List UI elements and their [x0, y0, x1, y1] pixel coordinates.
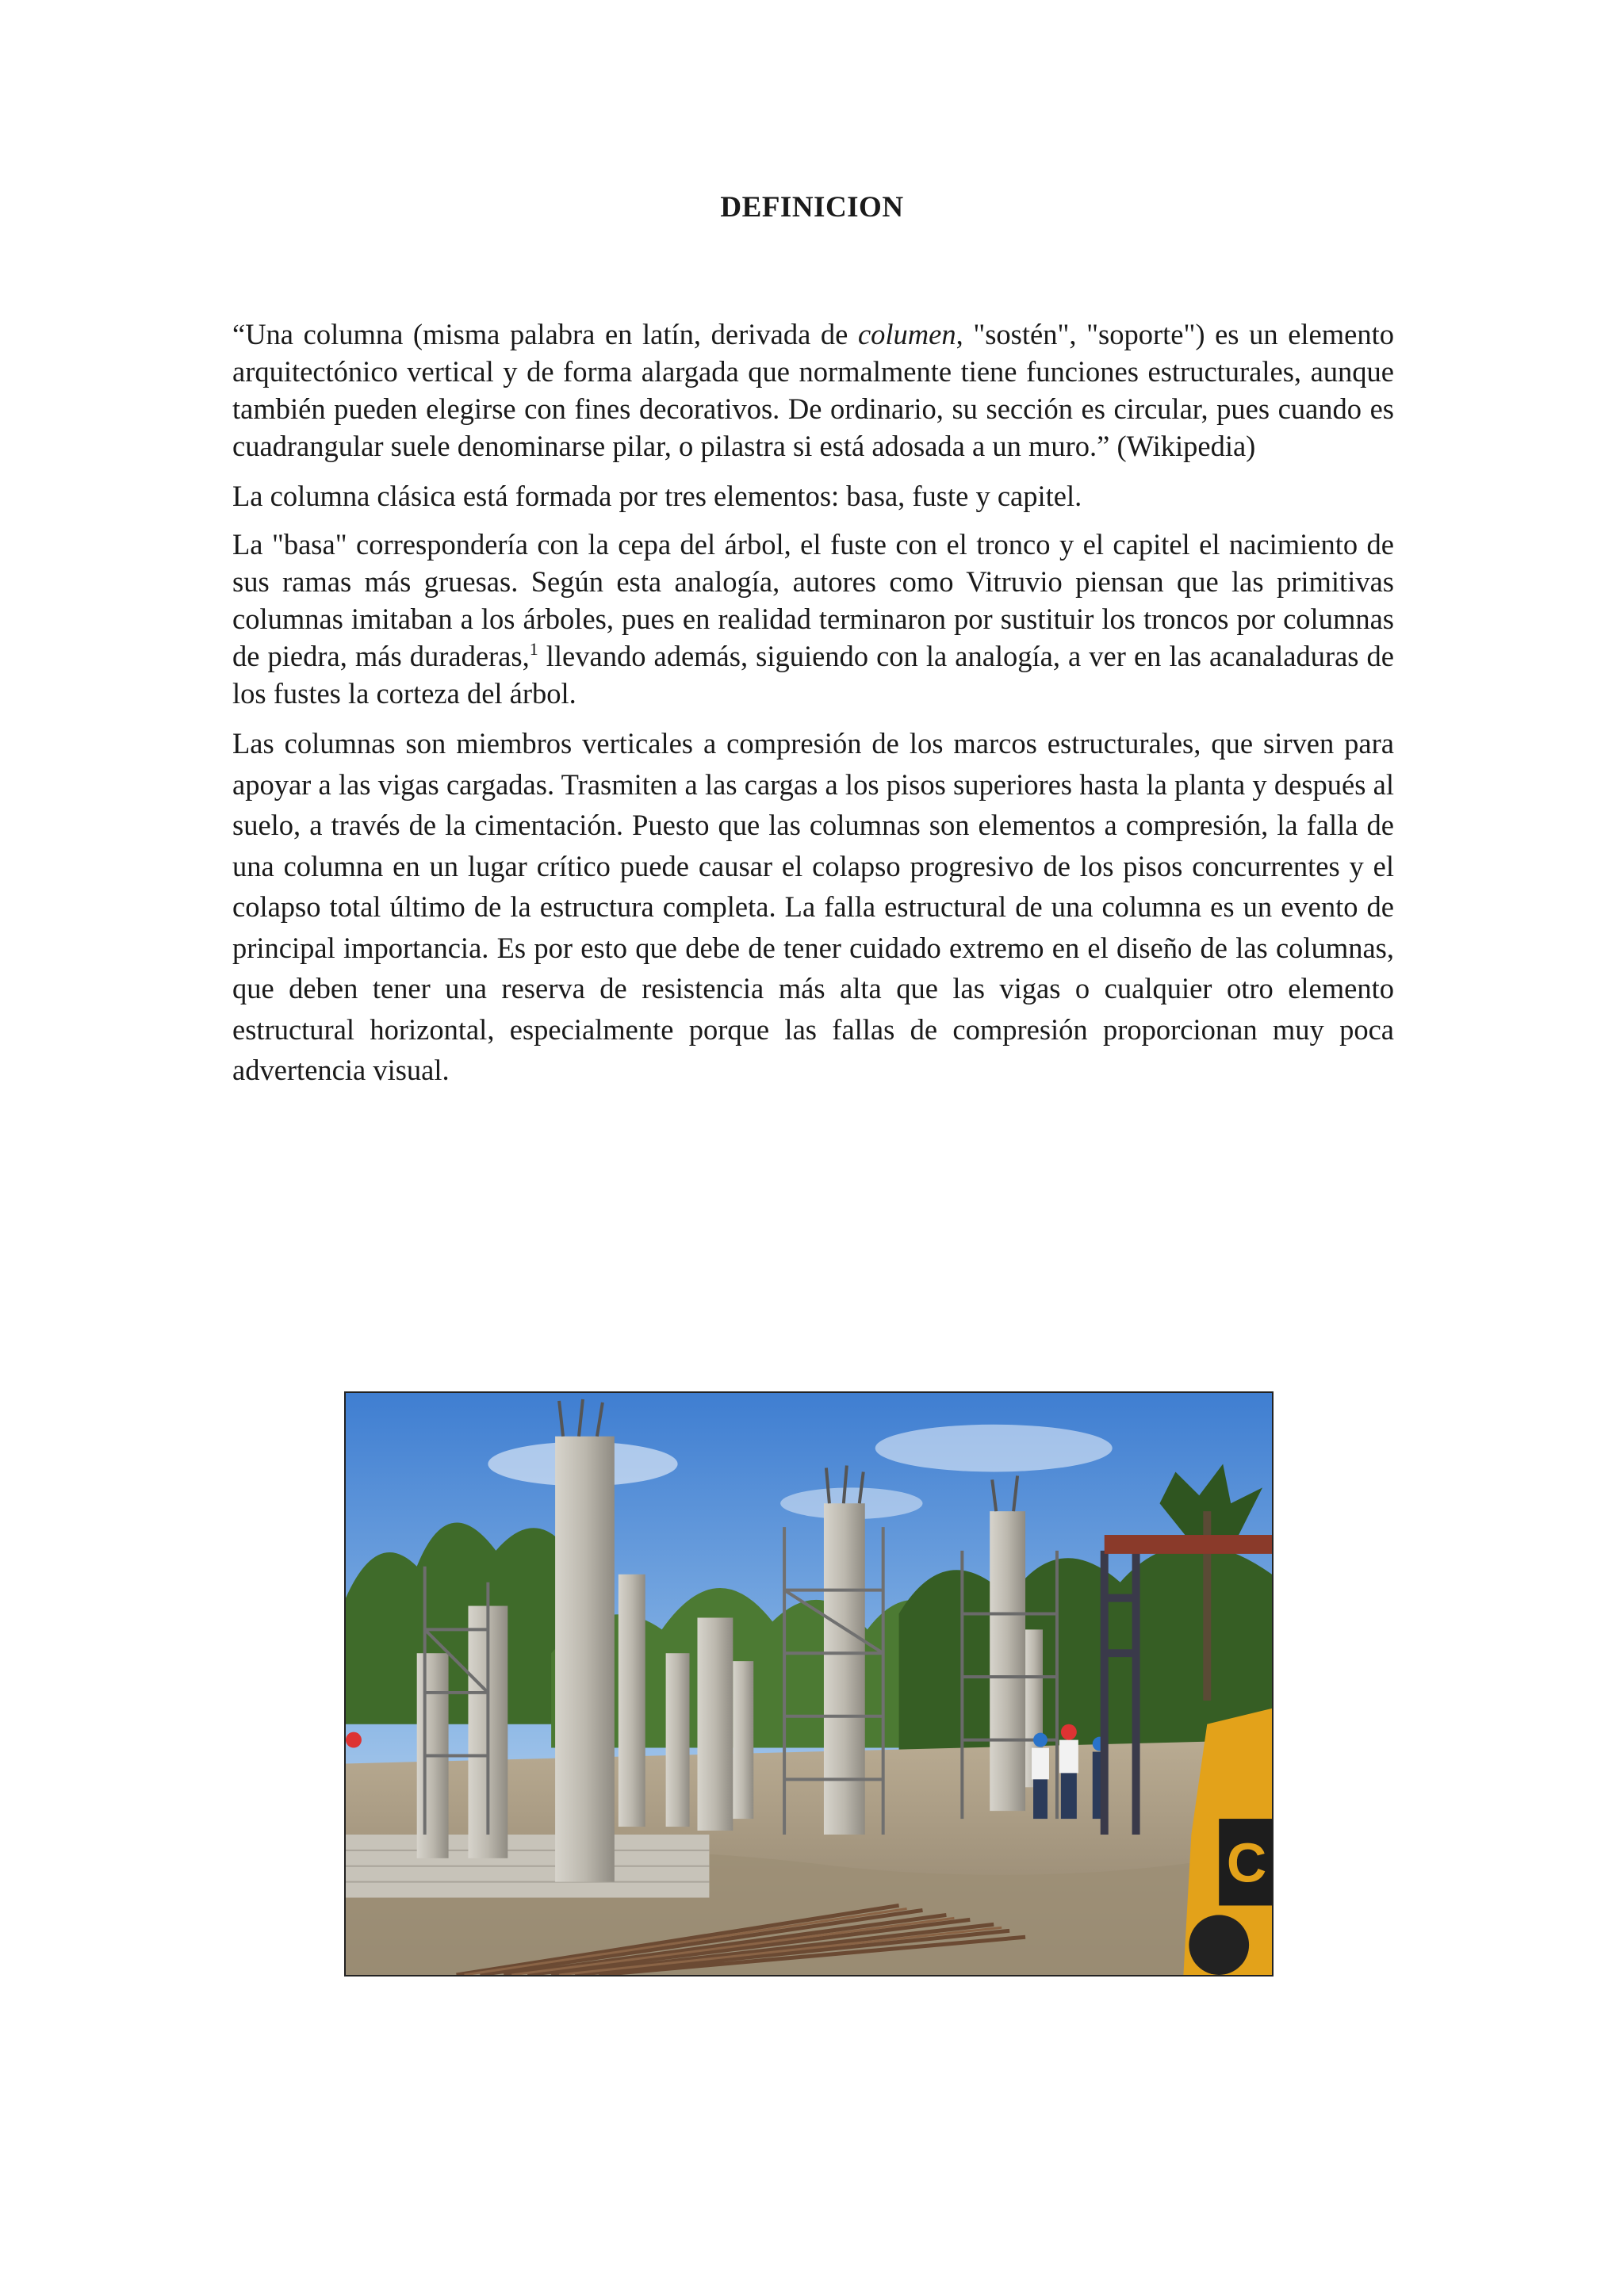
document-body: [232, 316, 1394, 1091]
construction-photo-illustration: [346, 1393, 1272, 1975]
paragraph-analogy: [232, 526, 1394, 712]
paragraph-structural: Las columnas son miembros verticales a compresión de los marcos estructurales, que sirven para apoyar a las vigas cargadas. Trasmiten a las cargas a los pisos superiores hasta la planta y después al suelo, a través de la cimentación. Puesto que las columnas son elementos a compresión, la falla de una columna en un lugar crítico puede causar el colapso progresivo de los pisos concurrentes y el colapso total último de la estructura completa. La falla estructural de una columna es un evento de principal importancia. Es por esto que debe de tener cuidado extremo en el diseño de las columnas, que deben tener una reserva de resistencia más alta que las vigas o cualquier otro elemento estructural horizontal, especialmente porque las fallas de compresión proporcionan muy poca advertencia visual.: [232, 727, 1394, 1086]
document-title: DEFINICION: [720, 191, 904, 224]
footnote-marker[interactable]: 1: [529, 639, 538, 659]
paragraph-definition: [232, 316, 1394, 465]
paragraph-definition-start: “Una columna (misma palabra en latín, derivada de: [232, 318, 858, 350]
paragraph-analogy-end: llevando además, siguiendo con la analogía, a ver en las acanaladuras de los fustes la corteza del árbol.: [232, 640, 1395, 710]
paragraph-analogy-start: La "basa" correspondería con la cepa del árbol, el fuste con el tronco y el capitel el nacimiento de sus ramas más gruesas. Según esta analogía, autores como Vitruvio piensan que las primitivas columnas imitaban a los árboles, pues en realidad terminaron por sustituir los troncos por columnas de piedra, más duraderas,: [232, 528, 1394, 672]
latin-term: columen: [857, 318, 956, 350]
paragraph-elements: La columna clásica está formada por tres elementos: basa, fuste y capitel.: [232, 480, 1082, 512]
construction-photo: [344, 1391, 1274, 1976]
paragraph-definition-end: , "sostén", "soporte") es un elemento arquitectónico vertical y de forma alargada que normalmente tiene funciones estructurales, aunque también pueden elegirse con fines decorativos. De ordinario, su sección es circular, pues cuando es cuadrangular suele denominarse pilar, o pilastra si está adosada a un muro.” (Wikipedia): [232, 318, 1394, 462]
machine-letter: C: [1226, 1831, 1267, 1894]
